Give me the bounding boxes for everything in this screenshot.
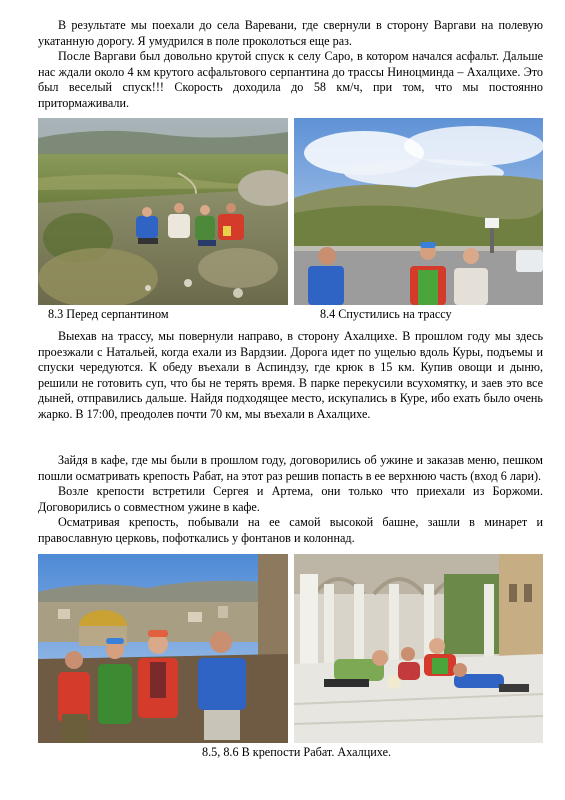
paragraph-6: Осматривая крепость, побывали на ее самой высокой башне, зашли в минарет и православную церковь, пофоткались у фонтанов и колоннад. [38, 515, 543, 545]
caption-8-3: 8.3 Перед серпантином [48, 307, 169, 321]
paragraph-3: Выехав на трассу, мы повернули направо, в сторону Ахалцихе. В прошлом году мы здесь проезжали с Натальей, когда ехали из Вардзии. Дорога идет по ущелью вдоль Куры, подъемы и спуски чередуются. К обеду въехали в Аспиндзу, где крюк в 15 км. Купив овощи и дыню, решили не готовить суп, что бы не терять время. В парке перекусили всухомятку, и заев это все дыней, отправились дальше. Найдя подходящее место, искупались в Куре, ибо ехать было очень жарко. В 17:00, преодолев почти 70 км, мы въехали в Ахалцихе. [38, 329, 543, 421]
photo-8-6 [294, 554, 543, 743]
caption-8-5-8-6: 8.5, 8.6 В крепости Рабат. Ахалцихе. [202, 745, 392, 759]
photo-8-5 [38, 554, 288, 743]
paragraph-1: В результате мы поехали до села Варевани, где свернули в сторону Варгави на полевую укатанную дорогу. Я умудрился в поле проколоться еще раз. [38, 18, 543, 48]
paragraph-5: Возле крепости встретили Сергея и Артема, они только что приехали из Боржоми. Договорились о совместном ужине в кафе. [38, 484, 543, 514]
paragraph-4: Зайдя в кафе, где мы были в прошлом году, договорились об ужине и заказав меню, пешком пошли осматривать крепость Рабат, на этот раз решив попасть в ее верхнюю часть (вход 6 лари). [38, 453, 543, 483]
photo-8-4 [294, 118, 543, 305]
photo-8-3 [38, 118, 288, 305]
paragraph-2: После Варгави был довольно крутой спуск к селу Саро, в котором начался асфальт. Дальше нас ждали около 4 км крутого асфальтового серпантина до трассы Ниноцминда – Ахалцихе. Это был веселый спуск!!! Скорость доходила до 58 км/ч, при том, что мы постоянно притормаживали. [38, 49, 543, 110]
caption-8-4: 8.4 Спустились на трассу [320, 307, 452, 321]
